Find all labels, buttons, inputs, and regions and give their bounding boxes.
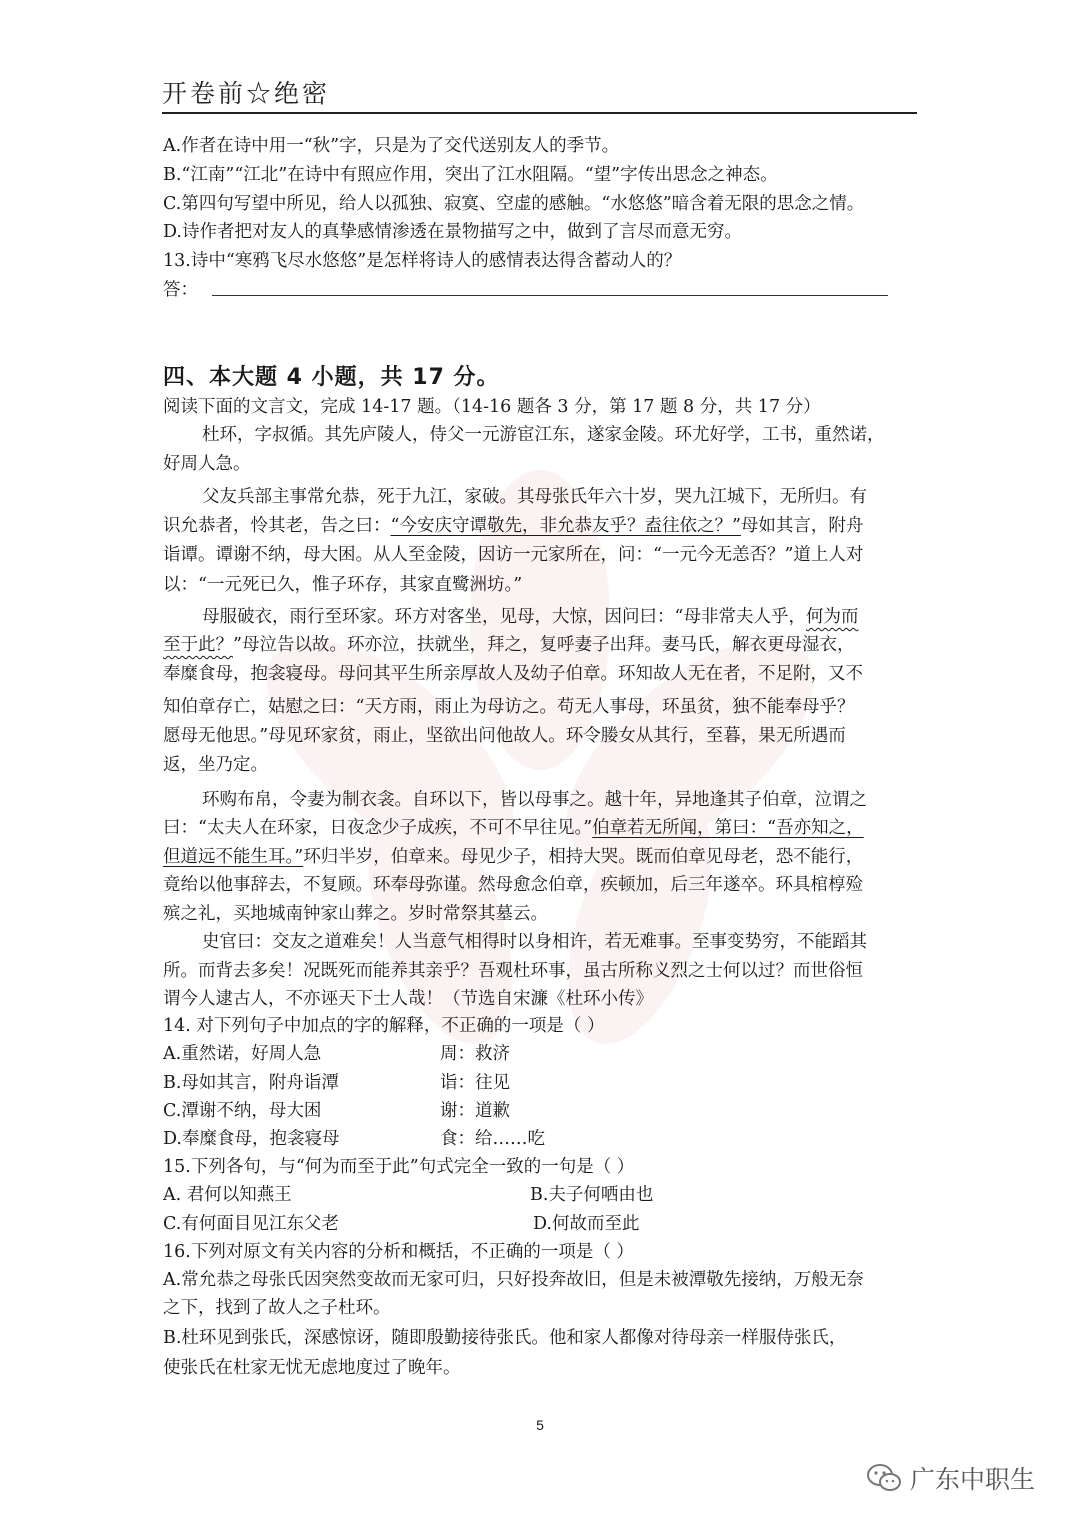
page-number: 5 xyxy=(536,1417,544,1433)
q14-option-c[interactable] xyxy=(163,1097,923,1125)
footer-account xyxy=(866,1460,1035,1496)
q14-option-b-sentence: B.母如其言，附舟诣潭 xyxy=(163,1073,339,1093)
q15-option-c[interactable]: C.有何面目见江东父老 xyxy=(163,1214,339,1234)
q13-answer-row xyxy=(163,276,923,304)
passage-p3-line1-a: 母服破衣，雨行至环家。环方对客坐，见母，大惊，因问曰：“母非常夫人乎， xyxy=(202,607,806,627)
passage-p3-wavy-2: 至于此？ xyxy=(163,635,233,655)
passage-p4-line3-b: 环归半岁，伯章来。母见少子，相持大哭。既而伯章见母老，恐不能行， xyxy=(303,847,864,867)
q13-text: 13.诗中“寒鸦飞尽水悠悠”是怎样将诗人的感情表达得含蓄动人的？ xyxy=(163,251,682,271)
q15-stem: 15.下列各句，与“何为而至于此”句式完全一致的一句是（ ） xyxy=(163,1157,635,1177)
passage-p4-underlined-1: 伯章若无所闻，第曰：“吾亦知之， xyxy=(592,818,864,838)
passage-p4-line5: 殡之礼，买地城南钟家山葬之。岁时常祭其墓云。 xyxy=(163,904,548,924)
q13-answer-label: 答： xyxy=(163,280,198,300)
q14-option-c-sentence: C.潭谢不纳，母大困 xyxy=(163,1101,322,1121)
passage-p3-line3: 奉糜食母，抱衾寝母。母问其平生所亲厚故人及幼子伯章。环知故人无在者，不足附，又不 xyxy=(163,664,863,684)
passage-p2-line2-b: 母如其言，附舟 xyxy=(740,516,864,536)
q16-option-b-line1[interactable]: B.杜环见到张氏，深感惊讶，随即殷勤接待张氏。他和家人都像对待母亲一样服侍张氏， xyxy=(163,1328,847,1348)
section4-instruction: 阅读下面的文言文，完成 14-17 题。（14-16 题各 3 分，第 17 题 8 分，共 17 分） xyxy=(163,397,821,417)
passage-p3-line1 xyxy=(202,603,922,631)
q15-row-2 xyxy=(163,1210,923,1238)
passage-p2-line2 xyxy=(163,512,923,540)
passage-p2-underlined: “今安庆守谭敬先，非允恭友乎？盍往依之？” xyxy=(390,516,741,536)
passage-p2-line1: 父友兵部主事常允恭，死于九江，家破。其母张氏年六十岁，哭九江城下，无所归。有 xyxy=(202,487,867,507)
q14-option-a[interactable] xyxy=(163,1040,923,1068)
q14-option-a-sentence: A.重然诺，好周人急 xyxy=(163,1044,322,1064)
q16-stem: 16.下列对原文有关内容的分析和概括，不正确的一项是（ ） xyxy=(163,1242,634,1262)
passage-p3-wavy-1: 何为而 xyxy=(805,607,859,627)
passage-p5-line2: 所。而背去多矣！况既死而能养其亲乎？吾观杜环事，虽古所称义烈之士何以过？而世俗恒 xyxy=(163,961,863,981)
passage-p4-line1: 环购布帛，令妻为制衣衾。自环以下，皆以母事之。越十年，异地逢其子伯章，泣谓之 xyxy=(202,790,867,810)
q14-option-a-gloss: 周：救济 xyxy=(440,1044,510,1064)
q14-option-c-gloss: 谢：道歉 xyxy=(440,1101,510,1121)
passage-p2-line2-a: 识允恭者，怜其老，告之曰： xyxy=(163,516,391,536)
q12-option-b: B.“江南”“江北”在诗中有照应作用，突出了江水阻隔。“望”字传出思念之神态。 xyxy=(163,165,778,185)
header-rule xyxy=(162,112,917,114)
wechat-icon xyxy=(866,1463,902,1493)
header-title: 开卷前☆绝密 xyxy=(162,79,331,108)
q16-option-a-line1[interactable]: A.常允恭之母张氏因突然变故而无家可归，只好投奔故旧，但是未被潭敬先接纳，万般无奈 xyxy=(163,1270,864,1290)
q16-option-a-line2: 之下，找到了故人之子杜环。 xyxy=(163,1298,391,1318)
passage-p4-line3 xyxy=(163,843,923,871)
section4-title: 四、本大题 4 小题，共 17 分。 xyxy=(163,365,500,390)
q16-option-b-line2: 使张氏在杜家无忧无虑地度过了晚年。 xyxy=(163,1358,461,1378)
q14-option-d[interactable] xyxy=(163,1125,923,1153)
passage-p1-line2: 好周人急。 xyxy=(163,454,251,474)
passage-p4-underlined-2: 但道远不能生耳。” xyxy=(163,847,304,867)
passage-p4-line2-a: 曰：“太夫人在环家，日夜念少子成疾，不可不早往见。” xyxy=(163,818,593,838)
q14-option-b-gloss: 诣：往见 xyxy=(440,1073,510,1093)
q15-option-b[interactable]: B.夫子何哂由也 xyxy=(530,1185,654,1205)
passage-p3-line2 xyxy=(163,631,923,659)
passage-p2-line3: 诣谭。谭谢不纳，母大困。从人至金陵，因访一元家所在，问：“一元今无恙否？”道上人对 xyxy=(163,545,864,565)
passage-p3-line5: 愿母无他思。”母见环家贫，雨止，坚欲出问他故人。环令媵女从其行，至暮，果无所遇而 xyxy=(163,726,846,746)
passage-p4-line4: 竟绐以他事辞去，不复顾。环奉母弥谨。然母愈念伯章，疾顿加，后三年遂卒。环具棺椁殓 xyxy=(163,875,863,895)
q12-option-d: D.诗作者把对友人的真挚感情渗透在景物描写之中，做到了言尽而意无穷。 xyxy=(163,222,742,242)
passage-p3-line4: 知伯章存亡，姑慰之曰：“天方雨，雨止为母访之。苟无人事母，环虽贫，独不能奉母乎？ xyxy=(163,697,855,717)
passage-p1-line1: 杜环，字叔循。其先庐陵人，侍父一元游宦江东，遂家金陵。环尤好学，工书，重然诺， xyxy=(202,425,885,445)
passage-p5-line1: 史官曰：交友之道难矣！人当意气相得时以身相许，若无难事。至事变势穷，不能蹈其 xyxy=(202,932,867,952)
q14-option-b[interactable] xyxy=(163,1069,923,1097)
q15-option-d[interactable]: D.何故而至此 xyxy=(533,1214,640,1234)
passage-p5-line3: 谓今人逮古人，不亦诬天下士人哉！（节选自宋濂《杜环小传》 xyxy=(163,989,653,1009)
q14-option-d-gloss: 食：给……吃 xyxy=(440,1129,545,1149)
q13-answer-line[interactable] xyxy=(212,295,888,296)
q15-option-a[interactable]: A. 君何以知燕王 xyxy=(163,1185,292,1205)
q14-option-d-sentence: D.奉糜食母，抱衾寝母 xyxy=(163,1129,340,1149)
passage-p4-line2 xyxy=(163,814,923,842)
footer-account-name: 广东中职生 xyxy=(910,1465,1036,1494)
passage-p2-line4: 以：“一元死已久，惟子环存，其家直鹭洲坊。” xyxy=(163,575,523,595)
q14-stem: 14. 对下列句子中加点的字的解释，不正确的一项是（ ） xyxy=(163,1016,605,1036)
passage-p3-line2-b: ”母泣告以故。环亦泣，扶就坐，拜之，复呼妻子出拜。妻马氏，解衣更母湿衣， xyxy=(233,635,855,655)
passage-p3-line6: 返，坐乃定。 xyxy=(163,755,268,775)
q12-option-a: A.作者在诗中用一“秋”字，只是为了交代送别友人的季节。 xyxy=(163,136,620,156)
q15-row-1 xyxy=(163,1181,923,1209)
q12-option-c: C.第四句写望中所见，给人以孤独、寂寞、空虚的感触。“水悠悠”暗含着无限的思念之情。 xyxy=(163,194,865,214)
